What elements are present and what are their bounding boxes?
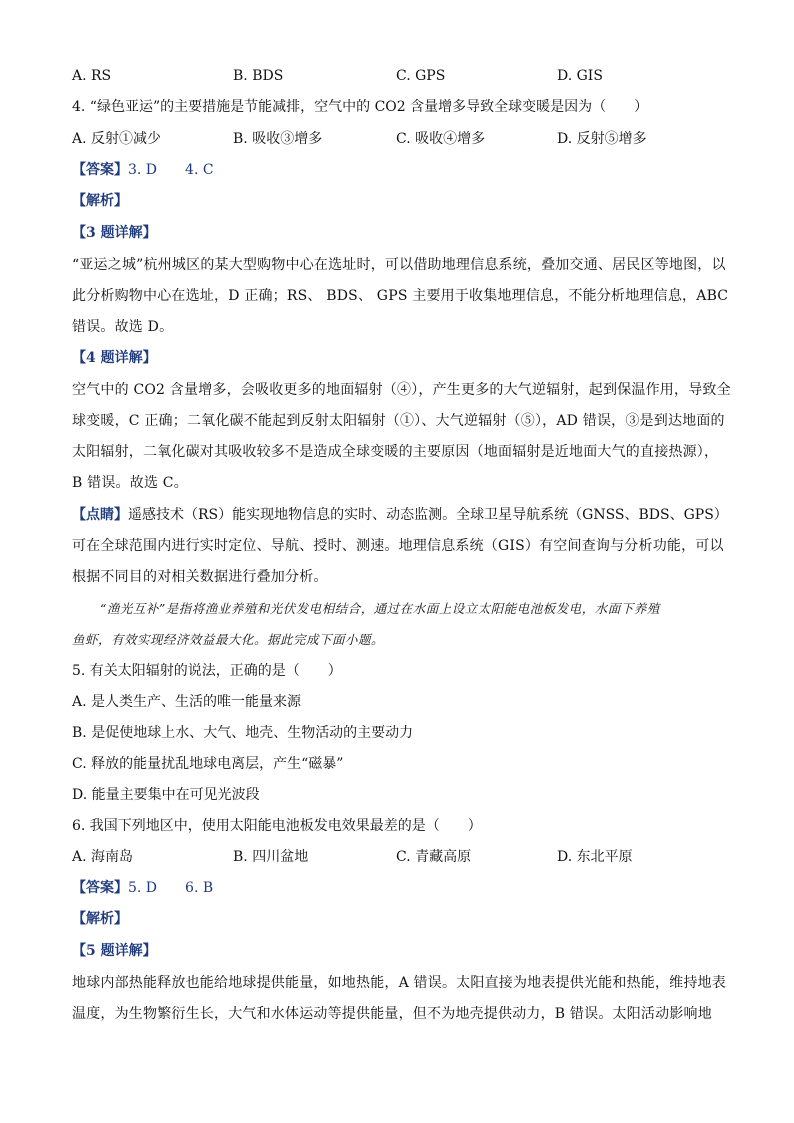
q4-option-d: D. 反射⑤增多 — [557, 131, 647, 147]
q3-option-c: C. GPS — [396, 68, 446, 84]
answer-block-2 — [72, 878, 213, 898]
q3-option-a: A. RS — [72, 68, 112, 84]
analysis-label: 【解析】 — [72, 911, 128, 927]
q6-option-d: D. 东北平原 — [557, 849, 633, 865]
tip-first-line — [72, 505, 728, 525]
q5-option-d: D. 能量主要集中在可见光波段 — [72, 787, 260, 803]
q4-option-b: B. 吸收③增多 — [233, 131, 323, 147]
q6-stem: 6. 我国下列地区中，使用太阳能电池板发电效果最差的是（ ） — [72, 818, 482, 834]
tip-line: 可在全球范围内进行实时定位、导航、授时、测速。地理信息系统（GIS）有空间查询与分析功能，可以 — [72, 538, 724, 554]
passage-line: “渔光互补”是指将渔业养殖和光伏发电相结合，通过在水面上设立太阳能电池板发电，水面下养殖 — [100, 601, 660, 616]
q5-option-a: A. 是人类生产、生活的唯一能量来源 — [72, 694, 302, 710]
detail-4-line: 空气中的 CO2 含量增多，会吸收更多的地面辐射（④），产生更多的大气逆辐射，起到保温作用，导致全 — [72, 382, 731, 398]
analysis-label: 【解析】 — [72, 193, 128, 209]
detail-4-line: 球变暖，C 正确；二氧化碳不能起到反射太阳辐射（①）、大气逆辐射（⑤），AD 错误，③是到达地面的 — [72, 413, 725, 429]
passage-line: 鱼虾，有效实现经济效益最大化。据此完成下面小题。 — [72, 632, 385, 647]
answer-label: 【答案】 — [72, 880, 128, 896]
detail-3-line: 错误。故选 D。 — [72, 319, 174, 335]
q5-option-c: C. 释放的能量扰乱地球电离层，产生“磁暴” — [72, 756, 344, 772]
tip-label: 【点睛】 — [72, 507, 128, 523]
detail-3-line: “亚运之城”杭州城区的某大型购物中心在选址时，可以借助地理信息系统，叠加交通、居民区等地图，以 — [72, 257, 726, 273]
answer-block-1 — [72, 160, 214, 180]
q3-option-d: D. GIS — [557, 68, 603, 84]
detail-3-label: 【3 题详解】 — [72, 225, 157, 241]
q4-stem: 4. “绿色亚运”的主要措施是节能减排，空气中的 CO2 含量增多导致全球变暖是因为（ ） — [72, 99, 649, 115]
tip-line: 遥感技术（RS）能实现地物信息的实时、动态监测。全球卫星导航系统（GNSS、BDS、GPS） — [128, 507, 728, 523]
detail-4-line: 太阳辐射，二氧化碳对其吸收较多不是造成全球变暖的主要原因（地面辐射是近地面大气的直接热源）， — [72, 444, 719, 460]
q4-option-a: A. 反射①减少 — [72, 131, 162, 147]
answer-value: 3. D 4. C — [128, 162, 214, 178]
q6-option-c: C. 青藏高原 — [396, 849, 472, 865]
detail-4-label: 【4 题详解】 — [72, 350, 157, 366]
detail-5-line: 地球内部热能释放也能给地球提供能量，如地热能，A 错误。太阳直接为地表提供光能和热能，维持地表 — [72, 975, 726, 991]
detail-4-line: B 错误。故选 C。 — [72, 475, 188, 491]
q4-option-c: C. 吸收④增多 — [396, 131, 486, 147]
q6-option-a: A. 海南岛 — [72, 849, 134, 865]
answer-label: 【答案】 — [72, 162, 128, 178]
q6-option-b: B. 四川盆地 — [233, 849, 309, 865]
q5-stem: 5. 有关太阳辐射的说法，正确的是（ ） — [72, 663, 342, 679]
q3-option-b: B. BDS — [233, 68, 284, 84]
detail-5-label: 【5 题详解】 — [72, 943, 157, 959]
detail-5-line: 温度，为生物繁衍生长，大气和水体运动等提供能量，但不为地壳提供动力，B 错误。太阳活动影响地 — [72, 1006, 712, 1022]
q5-option-b: B. 是促使地球上水、大气、地壳、生物活动的主要动力 — [72, 725, 414, 741]
answer-value: 5. D 6. B — [128, 880, 214, 896]
detail-3-line: 此分析购物中心在选址，D 正确；RS、 BDS、 GPS 主要用于收集地理信息，不能分析地理信息，ABC — [72, 288, 729, 304]
tip-line: 根据不同目的对相关数据进行叠加分析。 — [72, 569, 328, 585]
